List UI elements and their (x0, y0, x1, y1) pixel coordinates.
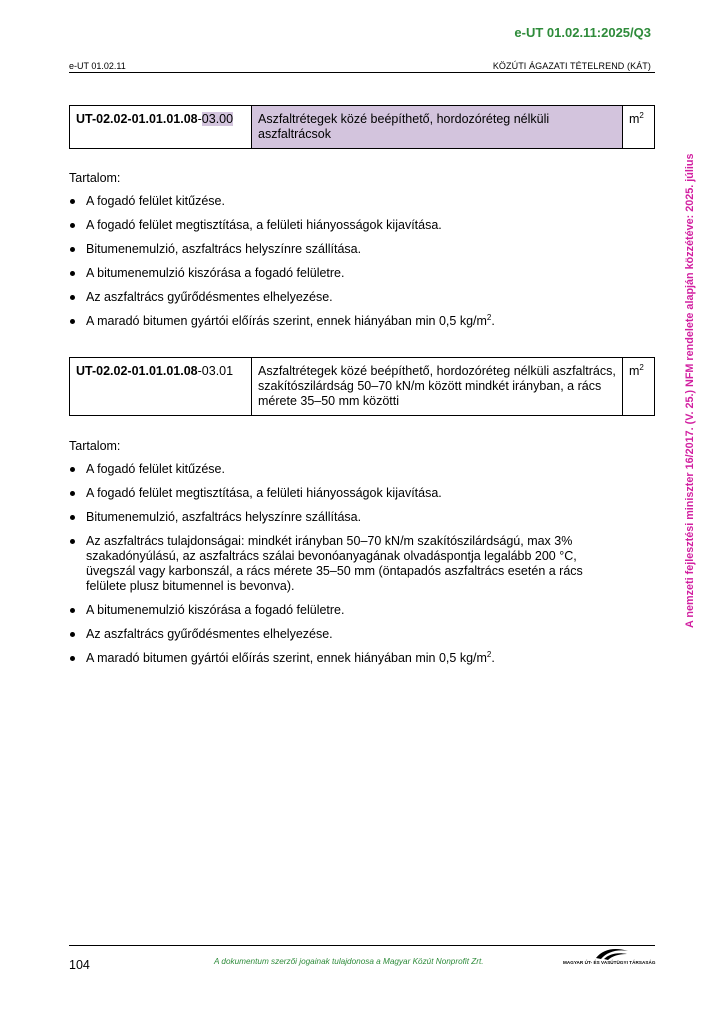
list-item: A fogadó felület kitűzése. (69, 194, 609, 209)
item-description: Aszfaltrétegek közé beépíthető, hordozóréteg nélküli aszfaltrács, szakítószilárdság 50–70 kN/m között mindkét irányban, a rács mérete 35–50 mm közötti (252, 358, 623, 416)
contents-label-2: Tartalom: (69, 439, 121, 453)
item-code-suffix: 03.01 (201, 364, 234, 378)
company-logo: MAGYAR ÚT- ÉS VASÚTÜGYI TÁRSASÁG (563, 947, 655, 967)
document-code: e-UT 01.02.11:2025/Q3 (514, 25, 651, 40)
item-code-cell: UT-02.02-01.01.01.08-03.01 (70, 358, 252, 416)
logo-swoosh-icon (595, 947, 629, 960)
contents-label-1: Tartalom: (69, 171, 121, 185)
contents-list-2 (69, 462, 609, 675)
item-unit: $m^2$ (623, 106, 655, 149)
item-code-suffix: 03.00 (201, 112, 234, 126)
page-number: 104 (69, 958, 90, 972)
footer-rule (69, 945, 655, 946)
contents-list-1 (69, 194, 609, 338)
item-table-2 (69, 357, 655, 416)
list-item: Bitumenemulzió, aszfaltrács helyszínre szállítása. (69, 242, 609, 257)
list-item: A fogadó felület kitűzése. (69, 462, 609, 477)
list-item: A bitumenemulzió kiszórása a fogadó felületre. (69, 266, 609, 281)
header-rule (69, 72, 655, 73)
list-item: Az aszfaltrács tulajdonságai: mindkét irányban 50–70 kN/m szakítószilárdságú, max 3% szakadónyúlású, az aszfaltrács szálai bevonóanyagának olvadáspontja legalább 200 °C, üvegszál vagy karbonszál, a rács mérete 35–50 mm (öntapadós aszfaltrács esetén a rács felülete plusz bitumennel is bevonva). (69, 534, 609, 594)
item-code-cell: UT-02.02-01.01.01.08-03.00 (70, 106, 252, 149)
list-item: A fogadó felület megtisztítása, a felületi hiányosságok kijavítása. (69, 486, 609, 501)
list-item: Az aszfaltrács gyűrődésmentes elhelyezése. (69, 290, 609, 305)
list-item: A bitumenemulzió kiszórása a fogadó felületre. (69, 603, 609, 618)
copyright-note: A dokumentum szerzői jogainak tulajdonosa a Magyar Közút Nonprofit Zrt. (214, 957, 484, 966)
list-item: A maradó bitumen gyártói előírás szerint, ennek hiányában min 0,5 $kg/m^2$. (69, 651, 609, 666)
list-item: A fogadó felület megtisztítása, a felületi hiányosságok kijavítása. (69, 218, 609, 233)
item-description: Aszfaltrétegek közé beépíthető, hordozóréteg nélküli aszfaltrácsok (252, 106, 623, 149)
header-left: e-UT 01.02.11 (69, 61, 126, 71)
publication-side-note: A nemzeti fejlesztési miniszter 16/2017. (V. 25.) NFM rendelete alapján közzétéve: 2025. július (684, 153, 696, 628)
list-item: Az aszfaltrács gyűrődésmentes elhelyezése. (69, 627, 609, 642)
item-table-1 (69, 105, 655, 149)
header-right: KÖZÚTI ÁGAZATI TÉTELREND (KÁT) (492, 61, 651, 71)
item-unit: $m^2$ (623, 358, 655, 416)
list-item: A maradó bitumen gyártói előírás szerint, ennek hiányában min 0,5 $kg/m^2$. (69, 314, 609, 329)
list-item: Bitumenemulzió, aszfaltrács helyszínre szállítása. (69, 510, 609, 525)
